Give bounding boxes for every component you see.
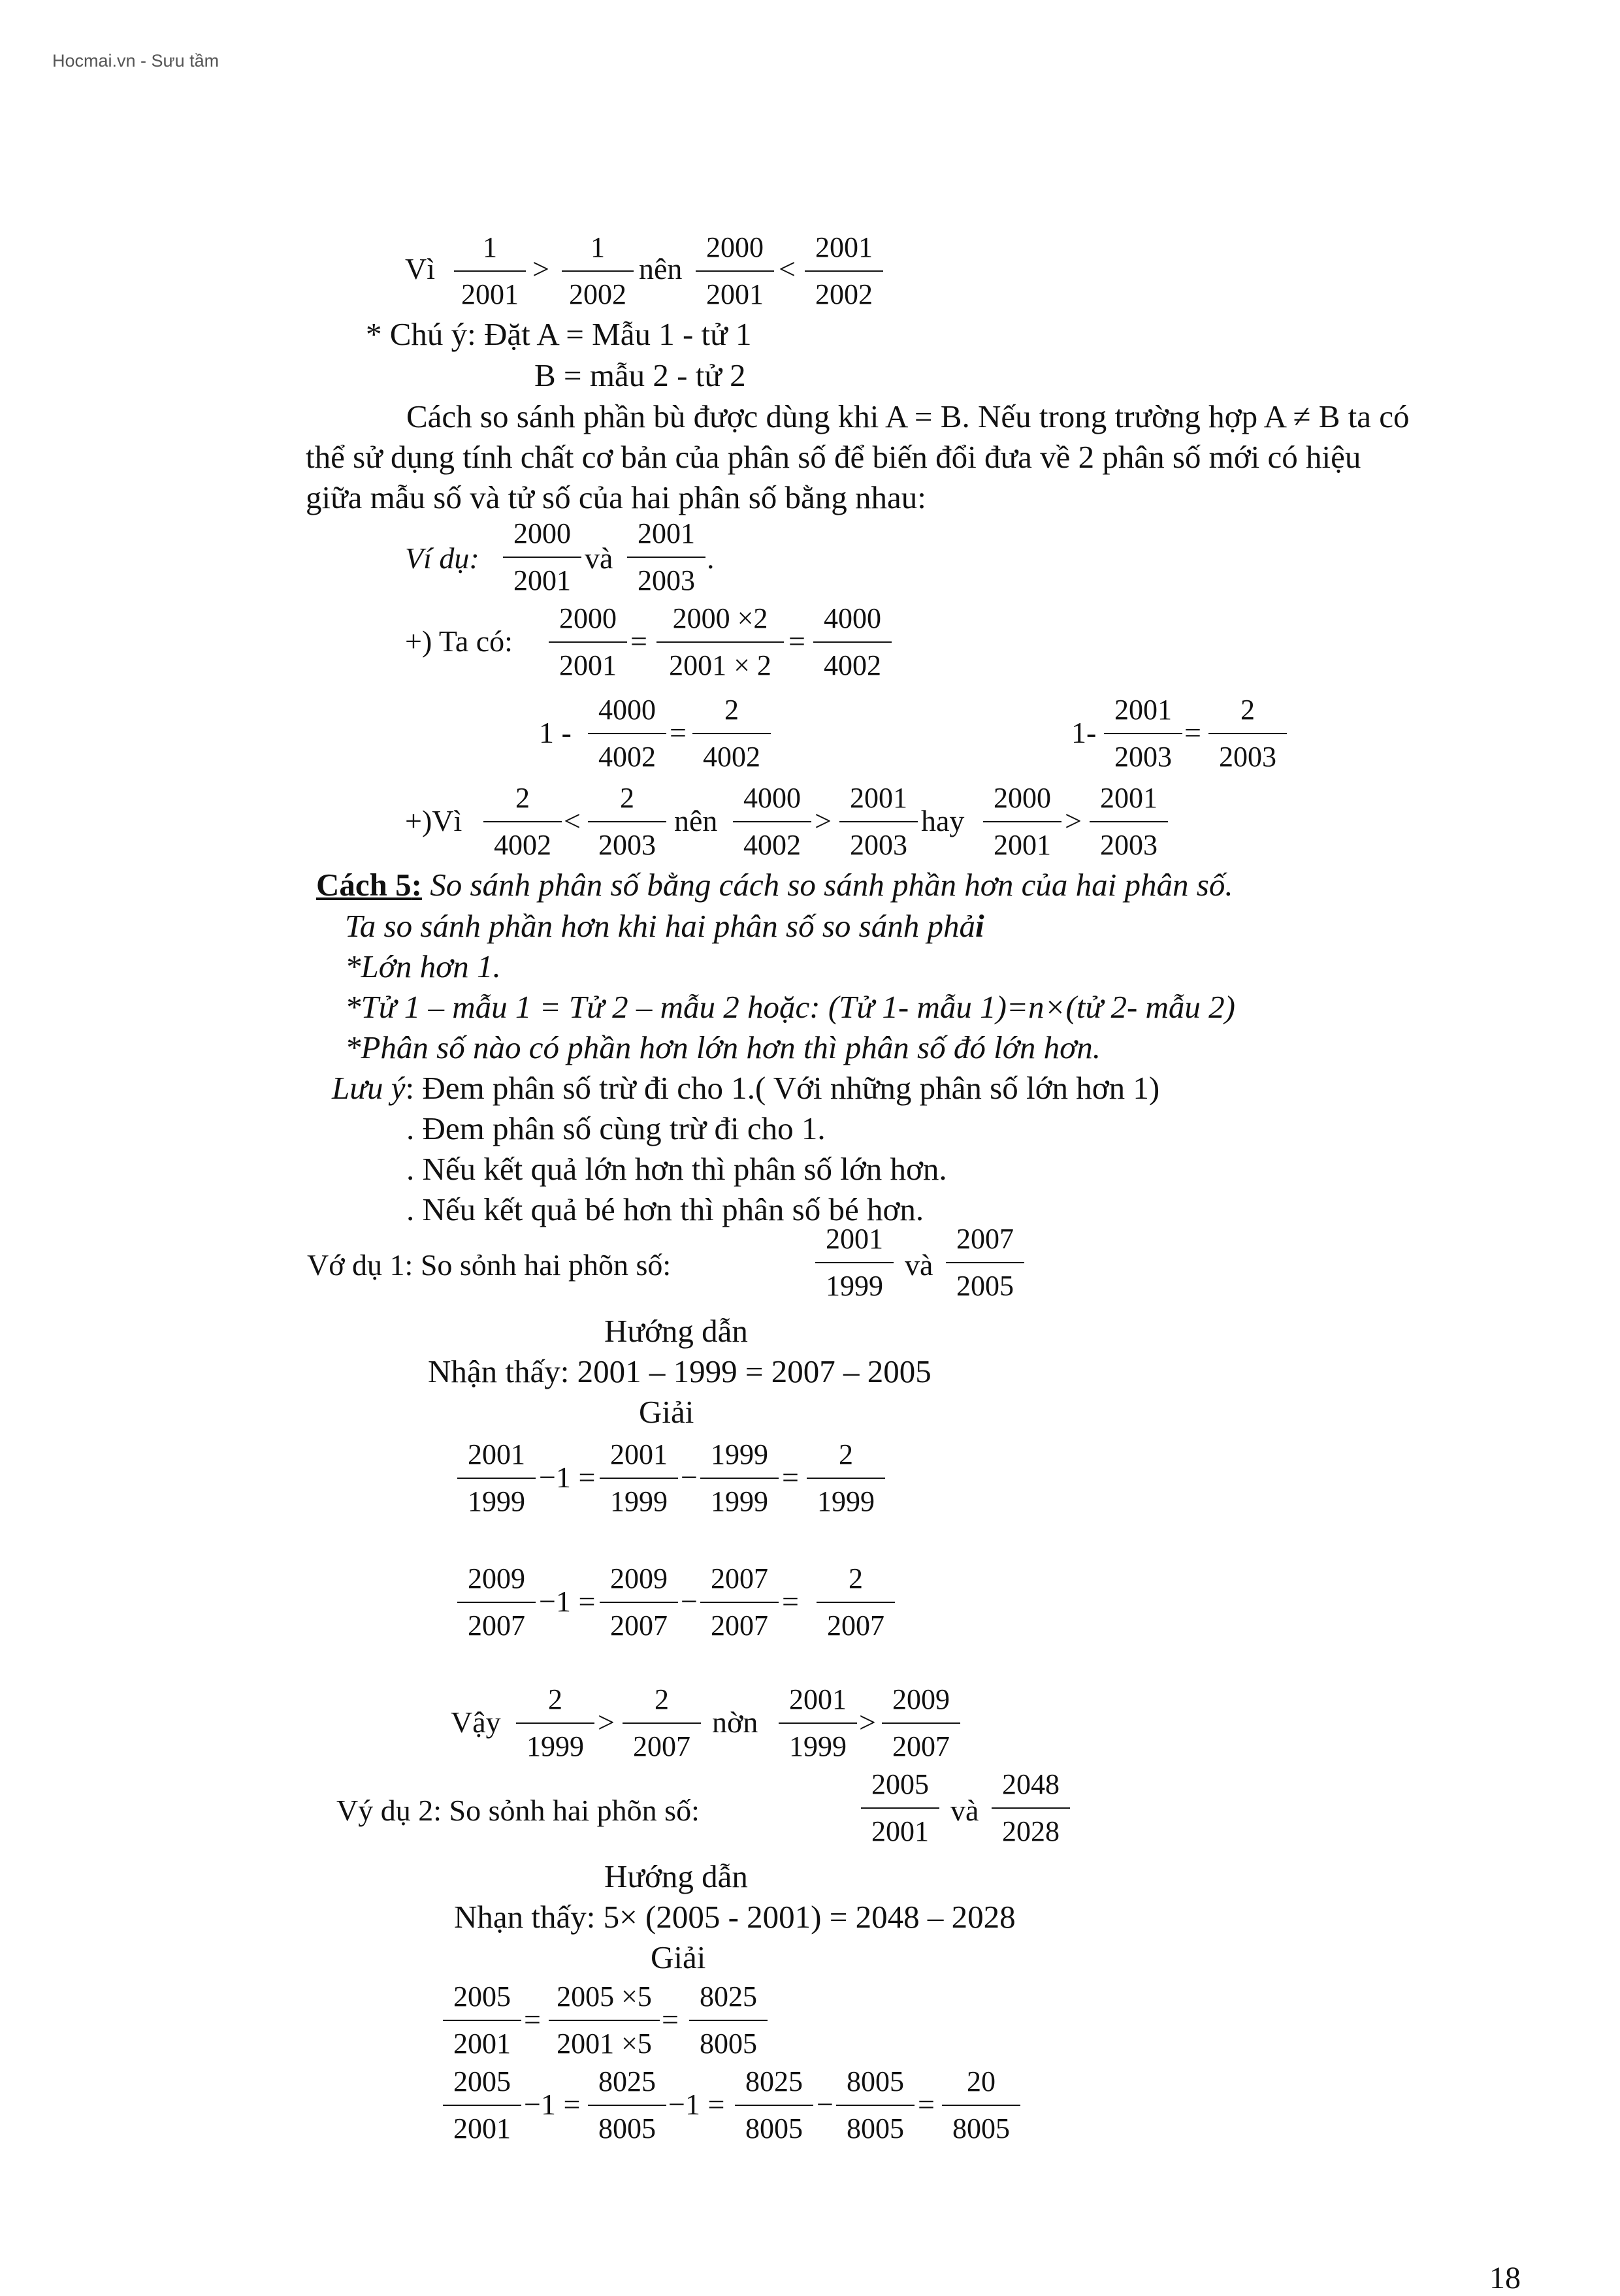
fraction: 8005 8005	[836, 2064, 915, 2146]
cach5-heading	[316, 865, 1233, 905]
text-vi: Vì	[405, 252, 435, 285]
text-va: và	[905, 1248, 933, 1282]
eq: =	[782, 1585, 799, 1618]
fraction: 8025 8005	[689, 1979, 768, 2062]
paragraph-line1: Cách so sánh phần bù được dùng khi A = B. Nếu trong trường hợp A ≠ B ta có	[406, 398, 1410, 434]
fraction: 1 2002	[562, 230, 634, 312]
gt-symbol: >	[598, 1706, 615, 1739]
gt-symbol: >	[532, 252, 549, 285]
fraction: 2001 2002	[805, 230, 883, 312]
text-hay: hay	[921, 804, 965, 837]
minus: −	[681, 1461, 698, 1494]
eq: =	[630, 624, 647, 658]
cach5-line3: *Tử 1 – mẫu 1 = Tử 2 – mẫu 2 hoặc: (Tử 1- mẫu 1)=n×(tử 2- mẫu 2)	[345, 989, 1235, 1025]
fraction: 2005 ×5 2001 ×5	[549, 1979, 660, 2062]
page-number: 18	[1489, 2261, 1521, 2295]
cach5-line2: *Lớn hơn 1.	[345, 948, 501, 984]
fraction: 2000 ×2 2001 × 2	[656, 601, 784, 683]
one-minus: 1-	[1071, 716, 1097, 749]
cach5-line1: Ta so sánh phần hơn khi hai phân số so sánh phải	[345, 908, 984, 944]
chu-y-line2: B = mẫu 2 - tử 2	[534, 357, 746, 393]
dot: .	[707, 542, 715, 575]
fraction: 2009 2007	[457, 1561, 536, 1643]
fraction: 2 4002	[692, 692, 771, 775]
giai-heading: Giải	[639, 1394, 694, 1430]
fraction: 2000 2001	[549, 601, 627, 683]
fraction: 1999 1999	[700, 1437, 779, 1519]
cach5-colon: :	[411, 867, 422, 903]
fraction: 2001 2003	[1104, 692, 1182, 775]
fraction: 2009 2007	[600, 1561, 678, 1643]
lt-symbol: <	[779, 252, 796, 285]
fraction: 2 2003	[588, 781, 666, 863]
fraction: 8025 8005	[588, 2064, 666, 2146]
fraction: 2001 2003	[839, 781, 918, 863]
example2-label: Vý dụ 2: So sỏnh hai phõn số:	[336, 1794, 700, 1827]
fraction: 2000 2001	[503, 516, 581, 598]
huongdan-heading: Hướng dẫn	[604, 1313, 748, 1349]
eq: =	[662, 2003, 679, 2036]
gt-symbol: >	[1065, 804, 1082, 837]
fraction: 2 1999	[516, 1682, 594, 1764]
luuy-line2: . Đem phân số cùng trừ đi cho 1.	[406, 1110, 826, 1146]
fraction: 2 1999	[807, 1437, 885, 1519]
eq: =	[1184, 716, 1201, 749]
minus: −	[817, 2088, 834, 2121]
one-minus: 1 -	[539, 716, 572, 749]
fraction: 2005 2001	[861, 1767, 939, 1849]
eq: =	[782, 1461, 799, 1494]
text-nen: nên	[639, 252, 683, 285]
paragraph-line2: thể sử dụng tính chất cơ bản của phân số để biến đổi đưa về 2 phân số mới có hiệu	[306, 439, 1361, 475]
fraction: 2 4002	[483, 781, 562, 863]
luuy-line3: . Nếu kết quả lớn hơn thì phân số lớn hơn.	[406, 1151, 947, 1187]
paragraph-line3: giữa mẫu số và tử số của hai phân số bằng nhau:	[306, 479, 926, 515]
fraction: 4000 4002	[588, 692, 666, 775]
chu-y-line1: * Chú ý: Đặt A = Mẫu 1 - tử 1	[366, 316, 752, 352]
minus: −	[681, 1585, 698, 1618]
page-header: Hocmai.vn - Sưu tầm	[52, 51, 219, 71]
huongdan-heading-2: Hướng dẫn	[604, 1858, 748, 1894]
minus-one-eq: −1 =	[539, 1461, 596, 1494]
vi2-label: +)Vì	[405, 804, 462, 837]
fraction: 4000 4002	[733, 781, 811, 863]
luuy-text: : Đem phân số trừ đi cho 1.( Với những phân số lớn hơn 1)	[405, 1070, 1160, 1106]
cach5-text: So sánh phân số bằng cách so sánh phần hơn của hai phân số.	[421, 867, 1233, 903]
fraction: 2001 1999	[457, 1437, 536, 1519]
luuy-line4: . Nếu kết quả bé hơn thì phân số bé hơn.	[406, 1191, 924, 1227]
fraction: 2 2007	[817, 1561, 895, 1643]
eq: =	[670, 716, 687, 749]
gt-symbol: >	[859, 1706, 876, 1739]
cach5-title: Cách 5	[316, 867, 412, 903]
luuy-label: Lưu ý	[332, 1070, 406, 1106]
fraction: 8025 8005	[735, 2064, 813, 2146]
fraction: 2007 2007	[700, 1561, 779, 1643]
example1-label: Vớ dụ 1: So sỏnh hai phõn số:	[307, 1248, 672, 1282]
cach5-line4: *Phân số nào có phần hơn lớn hơn thì phân số đó lớn hơn.	[345, 1029, 1101, 1065]
gt-symbol: >	[815, 804, 832, 837]
vidu-label: Ví dụ:	[405, 542, 479, 575]
fraction: 2001 1999	[779, 1682, 857, 1764]
text-non: nờn	[712, 1706, 758, 1739]
luuy-line1	[332, 1069, 1159, 1108]
fraction: 2001 1999	[815, 1221, 894, 1304]
fraction: 4000 4002	[813, 601, 892, 683]
taco-label: +) Ta có:	[405, 624, 513, 658]
fraction: 2001 1999	[600, 1437, 678, 1519]
fraction: 1 2001	[454, 230, 526, 312]
text-va: và	[585, 542, 613, 575]
fraction: 2001 2003	[627, 516, 705, 598]
fraction: 2000 2001	[983, 781, 1061, 863]
nhanthay2: Nhạn thấy: 5× (2005 - 2001) = 2048 – 2028	[454, 1899, 1016, 1935]
eq: =	[918, 2088, 935, 2121]
fraction: 2048 2028	[992, 1767, 1070, 1849]
text-va: và	[950, 1794, 979, 1827]
minus-one-eq: −1 =	[539, 1585, 596, 1618]
eq: =	[524, 2003, 541, 2036]
giai-heading-2: Giải	[651, 1939, 706, 1975]
nhanthay1: Nhận thấy: 2001 – 1999 = 2007 – 2005	[428, 1353, 932, 1389]
fraction: 2 2003	[1208, 692, 1287, 775]
vay-label: Vậy	[451, 1706, 501, 1739]
fraction: 2 2007	[623, 1682, 701, 1764]
fraction: 2001 2003	[1090, 781, 1168, 863]
eq: =	[788, 624, 805, 658]
fraction: 2000 2001	[696, 230, 774, 312]
fraction: 2007 2005	[946, 1221, 1024, 1304]
fraction: 2005 2001	[443, 1979, 521, 2062]
minus-one-eq: −1 =	[668, 2088, 725, 2121]
text-nen: nên	[674, 804, 718, 837]
minus-one-eq: −1 =	[524, 2088, 581, 2121]
fraction: 2009 2007	[882, 1682, 960, 1764]
lt-symbol: <	[564, 804, 581, 837]
fraction: 2005 2001	[443, 2064, 521, 2146]
fraction: 20 8005	[942, 2064, 1020, 2146]
